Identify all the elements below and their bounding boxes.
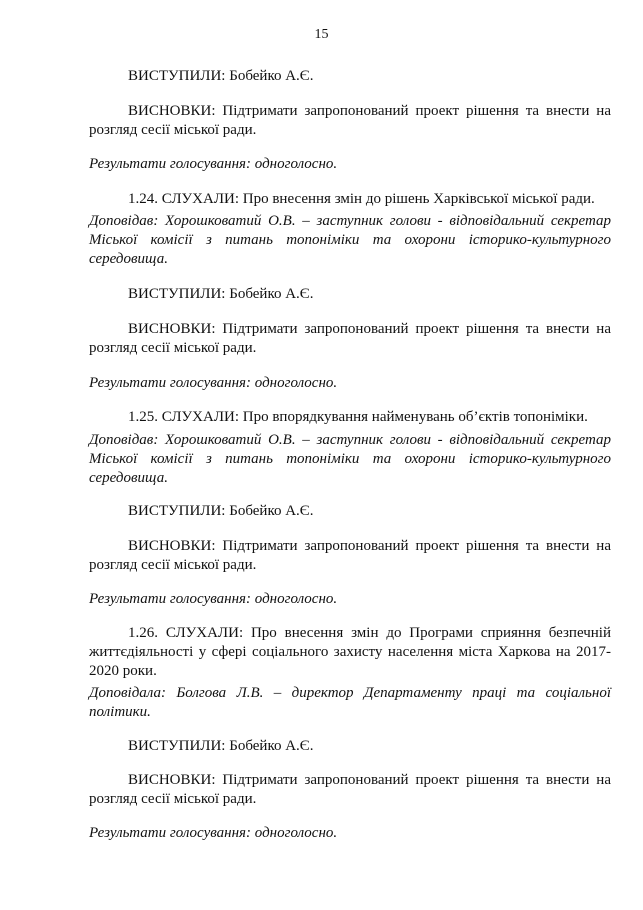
conclusions-paragraph: ВИСНОВКИ: Підтримати запропонований проект рішення та внести на розгляд сесії міської ради. [89, 103, 611, 138]
voting-result: Результати голосування: одноголосно. [89, 375, 338, 391]
page-number: 15 [314, 27, 329, 42]
conclusions-paragraph: ВИСНОВКИ: Підтримати запропонований проект рішення та внести на розгляд сесії міської ради. [89, 772, 611, 807]
voting-result: Результати голосування: одноголосно. [89, 156, 338, 172]
speakers-paragraph: ВИСТУПИЛИ: Бобейко А.Є. [128, 68, 314, 84]
heard-item-1-26: 1.26. СЛУХАЛИ: Про внесення змін до Програми сприяння безпечній життєдіяльності у сфері соціального захисту населення міста Харкова на 2017-2020 роки. [89, 625, 611, 679]
speakers-paragraph: ВИСТУПИЛИ: Бобейко А.Є. [128, 286, 314, 302]
speakers-paragraph: ВИСТУПИЛИ: Бобейко А.Є. [128, 738, 314, 754]
reporter-paragraph: Доповідав: Хорошковатий О.В. – заступник голови - відповідальний секретар Міської комісії з питань топоніміки та охорони історико-культурного середовища. [89, 213, 611, 267]
speakers-paragraph: ВИСТУПИЛИ: Бобейко А.Є. [128, 503, 314, 519]
voting-result: Результати голосування: одноголосно. [89, 825, 338, 841]
reporter-paragraph: Доповідав: Хорошковатий О.В. – заступник голови - відповідальний секретар Міської комісії з питань топоніміки та охорони історико-культурного середовища. [89, 432, 611, 486]
conclusions-paragraph: ВИСНОВКИ: Підтримати запропонований проект рішення та внести на розгляд сесії міської ради. [89, 538, 611, 573]
voting-result: Результати голосування: одноголосно. [89, 591, 338, 607]
heard-item-1-25: 1.25. СЛУХАЛИ: Про впорядкування найменувань об’єктів топоніміки. [128, 409, 588, 425]
reporter-paragraph: Доповідала: Болгова Л.В. – директор Департаменту праці та соціальної політики. [89, 685, 611, 720]
heard-item-1-24: 1.24. СЛУХАЛИ: Про внесення змін до рішень Харківської міської ради. [128, 191, 595, 207]
conclusions-paragraph: ВИСНОВКИ: Підтримати запропонований проект рішення та внести на розгляд сесії міської ради. [89, 321, 611, 356]
